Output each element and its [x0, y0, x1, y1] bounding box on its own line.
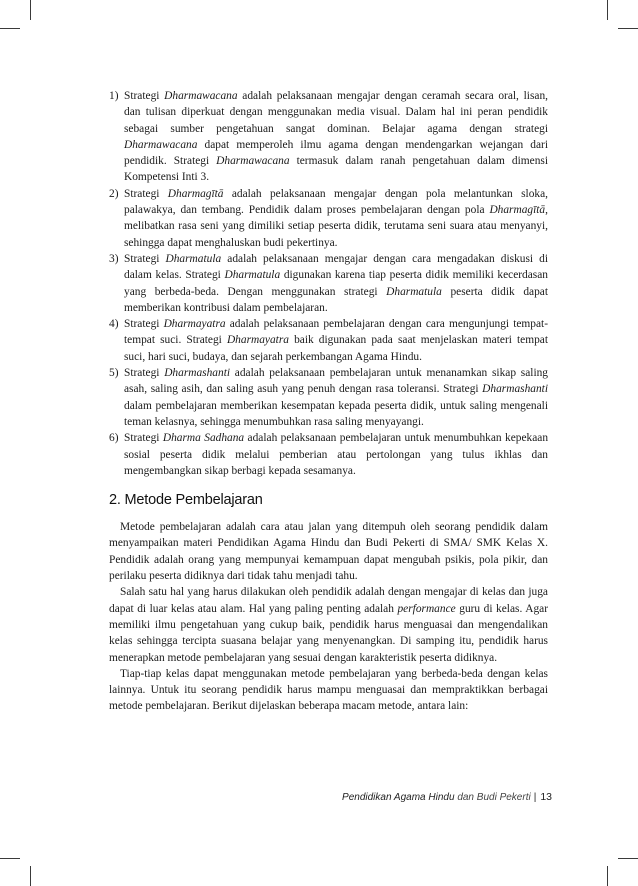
paragraph: [109, 584, 548, 665]
text-run: adalah pelaksanaan mengajar dengan cara mengadakan diskusi di dalam kelas. Strategi: [124, 252, 549, 282]
italic-term: Dharmashanti: [164, 367, 231, 380]
text-run: Metode pembelajaran adalah cara atau jalan yang ditempuh oleh seorang pendidik dalam menyampaikan materi Pendidikan Agama Hindu dan Budi Pekerti di SMA/ SMK Kelas X. Pendidik adalah orang yang mempunyai kemampuan dapat mengubah psikis, pola pikir, dan perilaku peserta didiknya dari tidak tahu menjadi tahu.: [109, 521, 548, 583]
text-run: digunakan karena tiap peserta didik memiliki kecerdasan yang berbeda-beda. Dengan menggunakan strategi: [124, 269, 548, 298]
item-text: [124, 318, 548, 363]
italic-term: Dharmawacana: [124, 138, 198, 151]
list-item: [109, 430, 548, 479]
list-item: [109, 316, 548, 365]
paragraph: [109, 519, 548, 584]
text-run: adalah pelaksanaan pembelajaran dengan cara mengunjungi tempat-tempat suci. Strategi: [124, 318, 548, 347]
list-item: [109, 186, 548, 251]
text-run: termasuk dalam ranah pengetahuan dalam dimensi Kompetensi Inti 3.: [124, 155, 548, 184]
italic-term: Dharmayatra: [163, 318, 226, 331]
text-run: peserta didik dapat memberikan kontribusi dalam pembelajaran.: [124, 285, 548, 314]
text-run: dalam pembelajaran memberikan kesempatan kepada peserta didik, untuk saling mengenali teman kelasnya, sehingga menumbuhkan rasa saling menyayangi.: [124, 399, 548, 428]
italic-term: Dharmayatra: [226, 334, 289, 347]
item-number: 3): [109, 252, 119, 265]
list-item: [109, 365, 548, 430]
text-run: adalah pelaksanaan pembelajaran untuk menumbuhkan kepekaan sosial peserta didik melalui pemberian atau pertolongan yang tulus ikhlas dan mengembangkan sikap berbagi kepada sesamanya.: [124, 432, 549, 477]
italic-term: Dharmagītā: [489, 204, 546, 217]
page-footer: [342, 791, 552, 803]
item-text: [124, 188, 548, 249]
italic-term: Dharmashanti: [482, 383, 548, 396]
strategy-list: [109, 88, 548, 479]
footer-book-subtitle: dan Budi Pekerti: [457, 792, 531, 803]
text-run: baik digunakan pada saat menjelaskan materi tempat suci, hari suci, budaya, dan sejarah perkembangan Agama Hindu.: [124, 334, 548, 363]
page-number: 13: [540, 791, 552, 803]
text-run: , melibatkan rasa seni yang dimiliki setiap peserta didik, terutama seni suara atau menyanyi, sehingga dapat menghaluskan budi pekertinya.: [124, 204, 548, 249]
italic-term: Dharmawacana: [216, 155, 290, 168]
item-text: [124, 90, 548, 183]
text-run: Salah satu hal yang harus dilakukan oleh pendidik adalah dengan mengajar di kelas dan juga dapat di luar kelas atau alam. Hal yang paling penting adalah: [109, 586, 548, 615]
italic-term: performance: [397, 602, 456, 615]
footer-book-title: Pendidikan Agama Hindu: [342, 792, 455, 803]
item-number: 1): [109, 90, 119, 102]
text-run: adalah pelaksanaan mengajar dengan pola melantunkan sloka, palawakya, dan tembang. Pendidik dalam proses pembelajaran dengan pola: [124, 187, 548, 217]
text-run: Strategi: [124, 187, 168, 200]
item-text: [124, 253, 548, 314]
text-run: Strategi: [124, 252, 166, 265]
italic-term: Dharmatula: [165, 252, 222, 265]
list-item: [109, 88, 548, 186]
italic-term: Dharmagītā: [167, 187, 224, 200]
section-heading: 2. Metode Pembelajaran: [109, 492, 263, 509]
italic-term: Dharmatula: [224, 269, 281, 282]
text-run: Strategi: [124, 432, 163, 445]
page-content: [109, 88, 548, 715]
item-number: 2): [109, 187, 119, 200]
footer-separator: |: [533, 792, 537, 803]
text-run: Strategi: [124, 318, 164, 331]
italic-term: Dharmawacana: [164, 90, 238, 102]
text-run: Tiap-tiap kelas dapat menggunakan metode pembelajaran yang berbeda-beda dengan kelas lainnya. Untuk itu seorang pendidik harus mampu menguasai dan mempraktikkan berbagai metode pembelajaran. Berikut dijelaskan beberapa macam metode, antara lain:: [109, 667, 548, 713]
item-number: 5): [109, 367, 119, 380]
text-run: guru di kelas. Agar memiliki ilmu pengetahuan yang cukup baik, pendidik harus menguasai dan mengendalikan kelas sehingga tercipta suasana belajar yang menyenangkan. Di samping itu, pendidik harus menerapkan metode pembelajaran yang sesuai dengan karakteristik peserta didiknya.: [109, 602, 548, 664]
italic-term: Dharma Sadhana: [162, 432, 245, 445]
item-text: [124, 367, 548, 428]
paragraph: [109, 666, 548, 715]
italic-term: Dharmatula: [386, 285, 442, 298]
text-run: dapat memperoleh ilmu agama dengan mendengarkan wejangan dari pendidik. Strategi: [124, 138, 548, 168]
item-text: [124, 432, 548, 477]
list-item: [109, 251, 548, 316]
item-number: 4): [109, 318, 119, 331]
text-run: Strategi: [124, 367, 165, 380]
item-number: 6): [109, 432, 119, 445]
text-run: adalah pelaksanaan pembelajaran untuk menanamkan sikap saling asah, saling asih, dan saling asuh yang penuh dengan rasa toleransi. Strategi: [124, 367, 548, 396]
text-run: adalah pelaksanaan mengajar dengan ceramah secara oral, lisan, dan tulisan diperkuat dengan menggunakan media visual. Dalam hal ini peran pendidik sebagai sumber pengetahuan sangat dominan. Belajar agama dengan strategi: [124, 90, 549, 135]
text-run: Strategi: [124, 90, 165, 102]
